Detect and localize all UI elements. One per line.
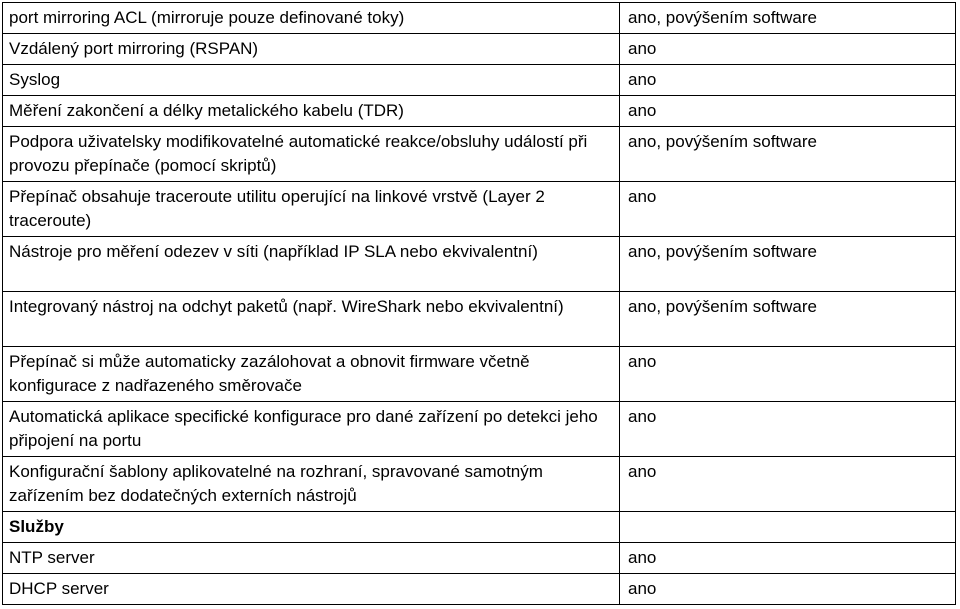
value-cell: ano, povýšením software <box>620 292 956 347</box>
table-row <box>3 182 956 237</box>
feature-cell: Konfigurační šablony aplikovatelné na rozhraní, spravované samotným zařízením bez dodatečných externích nástrojů <box>3 457 620 512</box>
table-row <box>3 3 956 34</box>
value-cell: ano <box>620 96 956 127</box>
value-cell: ano <box>620 182 956 237</box>
feature-cell: Měření zakončení a délky metalického kabelu (TDR) <box>3 96 620 127</box>
table-row <box>3 65 956 96</box>
feature-cell: NTP server <box>3 543 620 574</box>
value-cell: ano <box>620 402 956 457</box>
table-row <box>3 457 956 512</box>
feature-cell: Automatická aplikace specifické konfigurace pro dané zařízení po detekci jeho připojení na portu <box>3 402 620 457</box>
table-row <box>3 127 956 182</box>
table-row <box>3 347 956 402</box>
table-row <box>3 543 956 574</box>
feature-cell: Podpora uživatelsky modifikovatelné automatické reakce/obsluhy událostí při provozu přepínače (pomocí skriptů) <box>3 127 620 182</box>
value-cell: ano <box>620 543 956 574</box>
feature-cell: Přepínač obsahuje traceroute utilitu operující na linkové vrstvě (Layer 2 traceroute) <box>3 182 620 237</box>
value-cell: ano, povýšením software <box>620 127 956 182</box>
table-row <box>3 237 956 292</box>
feature-cell: Syslog <box>3 65 620 96</box>
feature-cell: port mirroring ACL (mirroruje pouze definované toky) <box>3 3 620 34</box>
value-cell: ano <box>620 34 956 65</box>
value-cell: ano <box>620 347 956 402</box>
value-cell: ano <box>620 65 956 96</box>
feature-cell: Přepínač si může automaticky zazálohovat a obnovit firmware včetně konfigurace z nadřazeného směrovače <box>3 347 620 402</box>
table-row <box>3 292 956 347</box>
specification-table <box>2 2 956 605</box>
value-cell: ano, povýšením software <box>620 237 956 292</box>
value-cell <box>620 512 956 543</box>
table-row <box>3 574 956 605</box>
feature-cell: Integrovaný nástroj na odchyt paketů (např. WireShark nebo ekvivalentní) <box>3 292 620 347</box>
value-cell: ano <box>620 574 956 605</box>
feature-cell: DHCP server <box>3 574 620 605</box>
section-header-row <box>3 512 956 543</box>
table-row <box>3 402 956 457</box>
feature-cell: Vzdálený port mirroring (RSPAN) <box>3 34 620 65</box>
value-cell: ano, povýšením software <box>620 3 956 34</box>
table-row <box>3 96 956 127</box>
value-cell: ano <box>620 457 956 512</box>
section-title: Služby <box>3 512 620 543</box>
table-row <box>3 34 956 65</box>
feature-cell: Nástroje pro měření odezev v síti (například IP SLA nebo ekvivalentní) <box>3 237 620 292</box>
